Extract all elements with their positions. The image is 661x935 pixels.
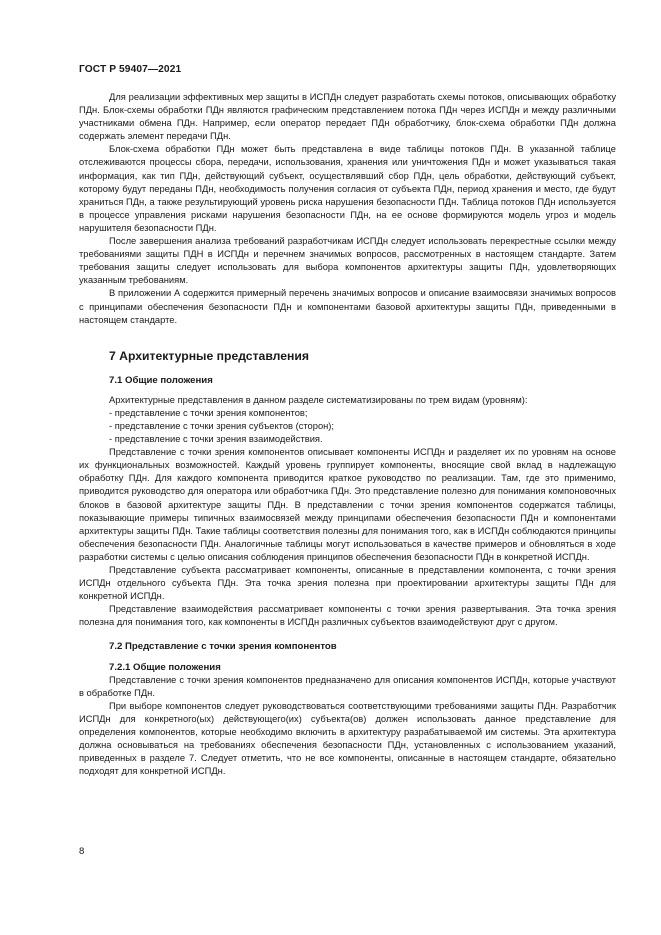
paragraph: После завершения анализа требований разработчикам ИСПДн следует использовать перекрестные ссылки между требованиями защиты ПДН в ИСПДн и перечнем значимых вопросов, рассмотренных в настоящем стандарте. Затем требования защиты следует использовать для выбора компонентов архитектуры защиты ПДн, удовлетворяющих указанным требованиям. bbox=[79, 236, 616, 286]
paragraph: Представление взаимодействия рассматривает компоненты с точки зрения развертывания. Эта точка зрения полезна для понимания того, как компоненты в ИСПДн различных субъектов взаимодействуют друг с другом. bbox=[79, 604, 616, 628]
subsection-heading: 7.1 Общие положения bbox=[109, 374, 213, 386]
document-header: ГОСТ Р 59407—2021 bbox=[79, 64, 182, 75]
paragraph: Блок-схема обработки ПДн может быть представлена в виде таблицы потоков ПДн. В указанной таблице отслеживаются процессы сбора, передачи, использования, хранения или уничтожения ПДн и может указываться такая информация, как тип ПДн, действующий субъект, осуществлявший сбор ПДн, цель обработки, действующий субъект, которому будут переданы ПДн, необходимость получения согласия от субъекта ПДн, период хранения и место, где будут храниться ПДн, а также результирующий уровень риска нарушения безопасности ПДн. Таблица потоков ПДн используется в процессе управления рисками нарушения безопасности ПДн, на ее основе формируются модель угроз и модель нарушителя безопасности ПДн. bbox=[79, 144, 616, 233]
list-item: - представление с точки зрения взаимодействия. bbox=[109, 434, 323, 445]
paragraph: При выборе компонентов следует руководствоваться соответствующими требованиями защиты ПДн. Разработчик ИСПДн для конкретного(ых) действующего(их) субъекта(ов) должен использовать данное представление для определения компонентов, которые необходимо включить в архитектуру разрабатываемой им системы. Эта архитектура должна основываться на требованиях обеспечения безопасности ПДн, установленных с использованием указаний, приведенных в разделе 7. Следует отметить, что не все компоненты, описанные в настоящем стандарте, обязательно подходят для конкретной ИСПДн. bbox=[79, 700, 616, 777]
paragraph: Архитектурные представления в данном разделе систематизированы по трем видам (уровням): bbox=[109, 394, 528, 405]
paragraph: Представление субъекта рассматривает компоненты, описанные в представлении компонента, с точки зрения ИСПДн отдельного субъекта ПДн. Эта точка зрения полезна при проектировании архитектуры защиты ПДн для конкретной ИСПДн. bbox=[79, 565, 616, 602]
page-content bbox=[79, 91, 616, 778]
paragraph: Представление с точки зрения компонентов предназначено для описания компонентов ИСПДн, которые участвуют в обработке ПДн. bbox=[79, 674, 616, 698]
page-number: 8 bbox=[79, 846, 85, 857]
subsection-heading: 7.2 Представление с точки зрения компонентов bbox=[109, 641, 337, 653]
subsubsection-heading: 7.2.1 Общие положения bbox=[109, 661, 221, 673]
section-heading: 7 Архитектурные представления bbox=[109, 348, 309, 363]
paragraph: Для реализации эффективных мер защиты в ИСПДн следует разработать схемы потоков, описывающих обработку ПДн. Блок-схемы обработки ПДн являются графическим представлением потока ПДн через ИСПДн и между различными участниками обмена ПДн. Например, если оператор передает ПДн обработчику, блок-схема обработки ПДн должна содержать элемент передачи ПДн. bbox=[79, 92, 616, 142]
paragraph: В приложении А содержится примерный перечень значимых вопросов и описание взаимосвязи значимых вопросов с принципами обеспечения безопасности ПДн и компонентами базовой архитектуры защиты ПДн, приведенными в настоящем стандарте. bbox=[79, 288, 616, 325]
list-item: - представление с точки зрения субъектов (сторон); bbox=[109, 420, 335, 431]
paragraph: Представление с точки зрения компонентов описывает компоненты ИСПДн и разделяет их по уровням на основе их функциональных возможностей. Каждый уровень группирует компоненты, вносящие свой вклад в надлежащую обработку ПДн. Для каждого компонента приводится краткое руководство по реализации. Там, где это применимо, приводится руководство для оператора или обработчика ПДн. Это представление полезно для понимания компоновочных блоков в базовой архитектуре защиты ПДн. В представлении с точки зрения компонентов содержатся таблицы, показывающие примеры типичных взаимосвязей между принципами обеспечения безопасности ПДн и компонентами архитектуры защиты ПДн. Такие таблицы соответствия полезны для понимания того, как в ИСПДн соблюдаются принципы обеспечения безопасности ПДн. Аналогичные таблицы могут использоваться в качестве примеров и обновляться в ходе разработки системы с целью описания соблюдения принципов обеспечения безопасности ПДн в конкретной ИСПДн. bbox=[79, 447, 616, 562]
list-item: - представление с точки зрения компонентов; bbox=[109, 407, 308, 418]
